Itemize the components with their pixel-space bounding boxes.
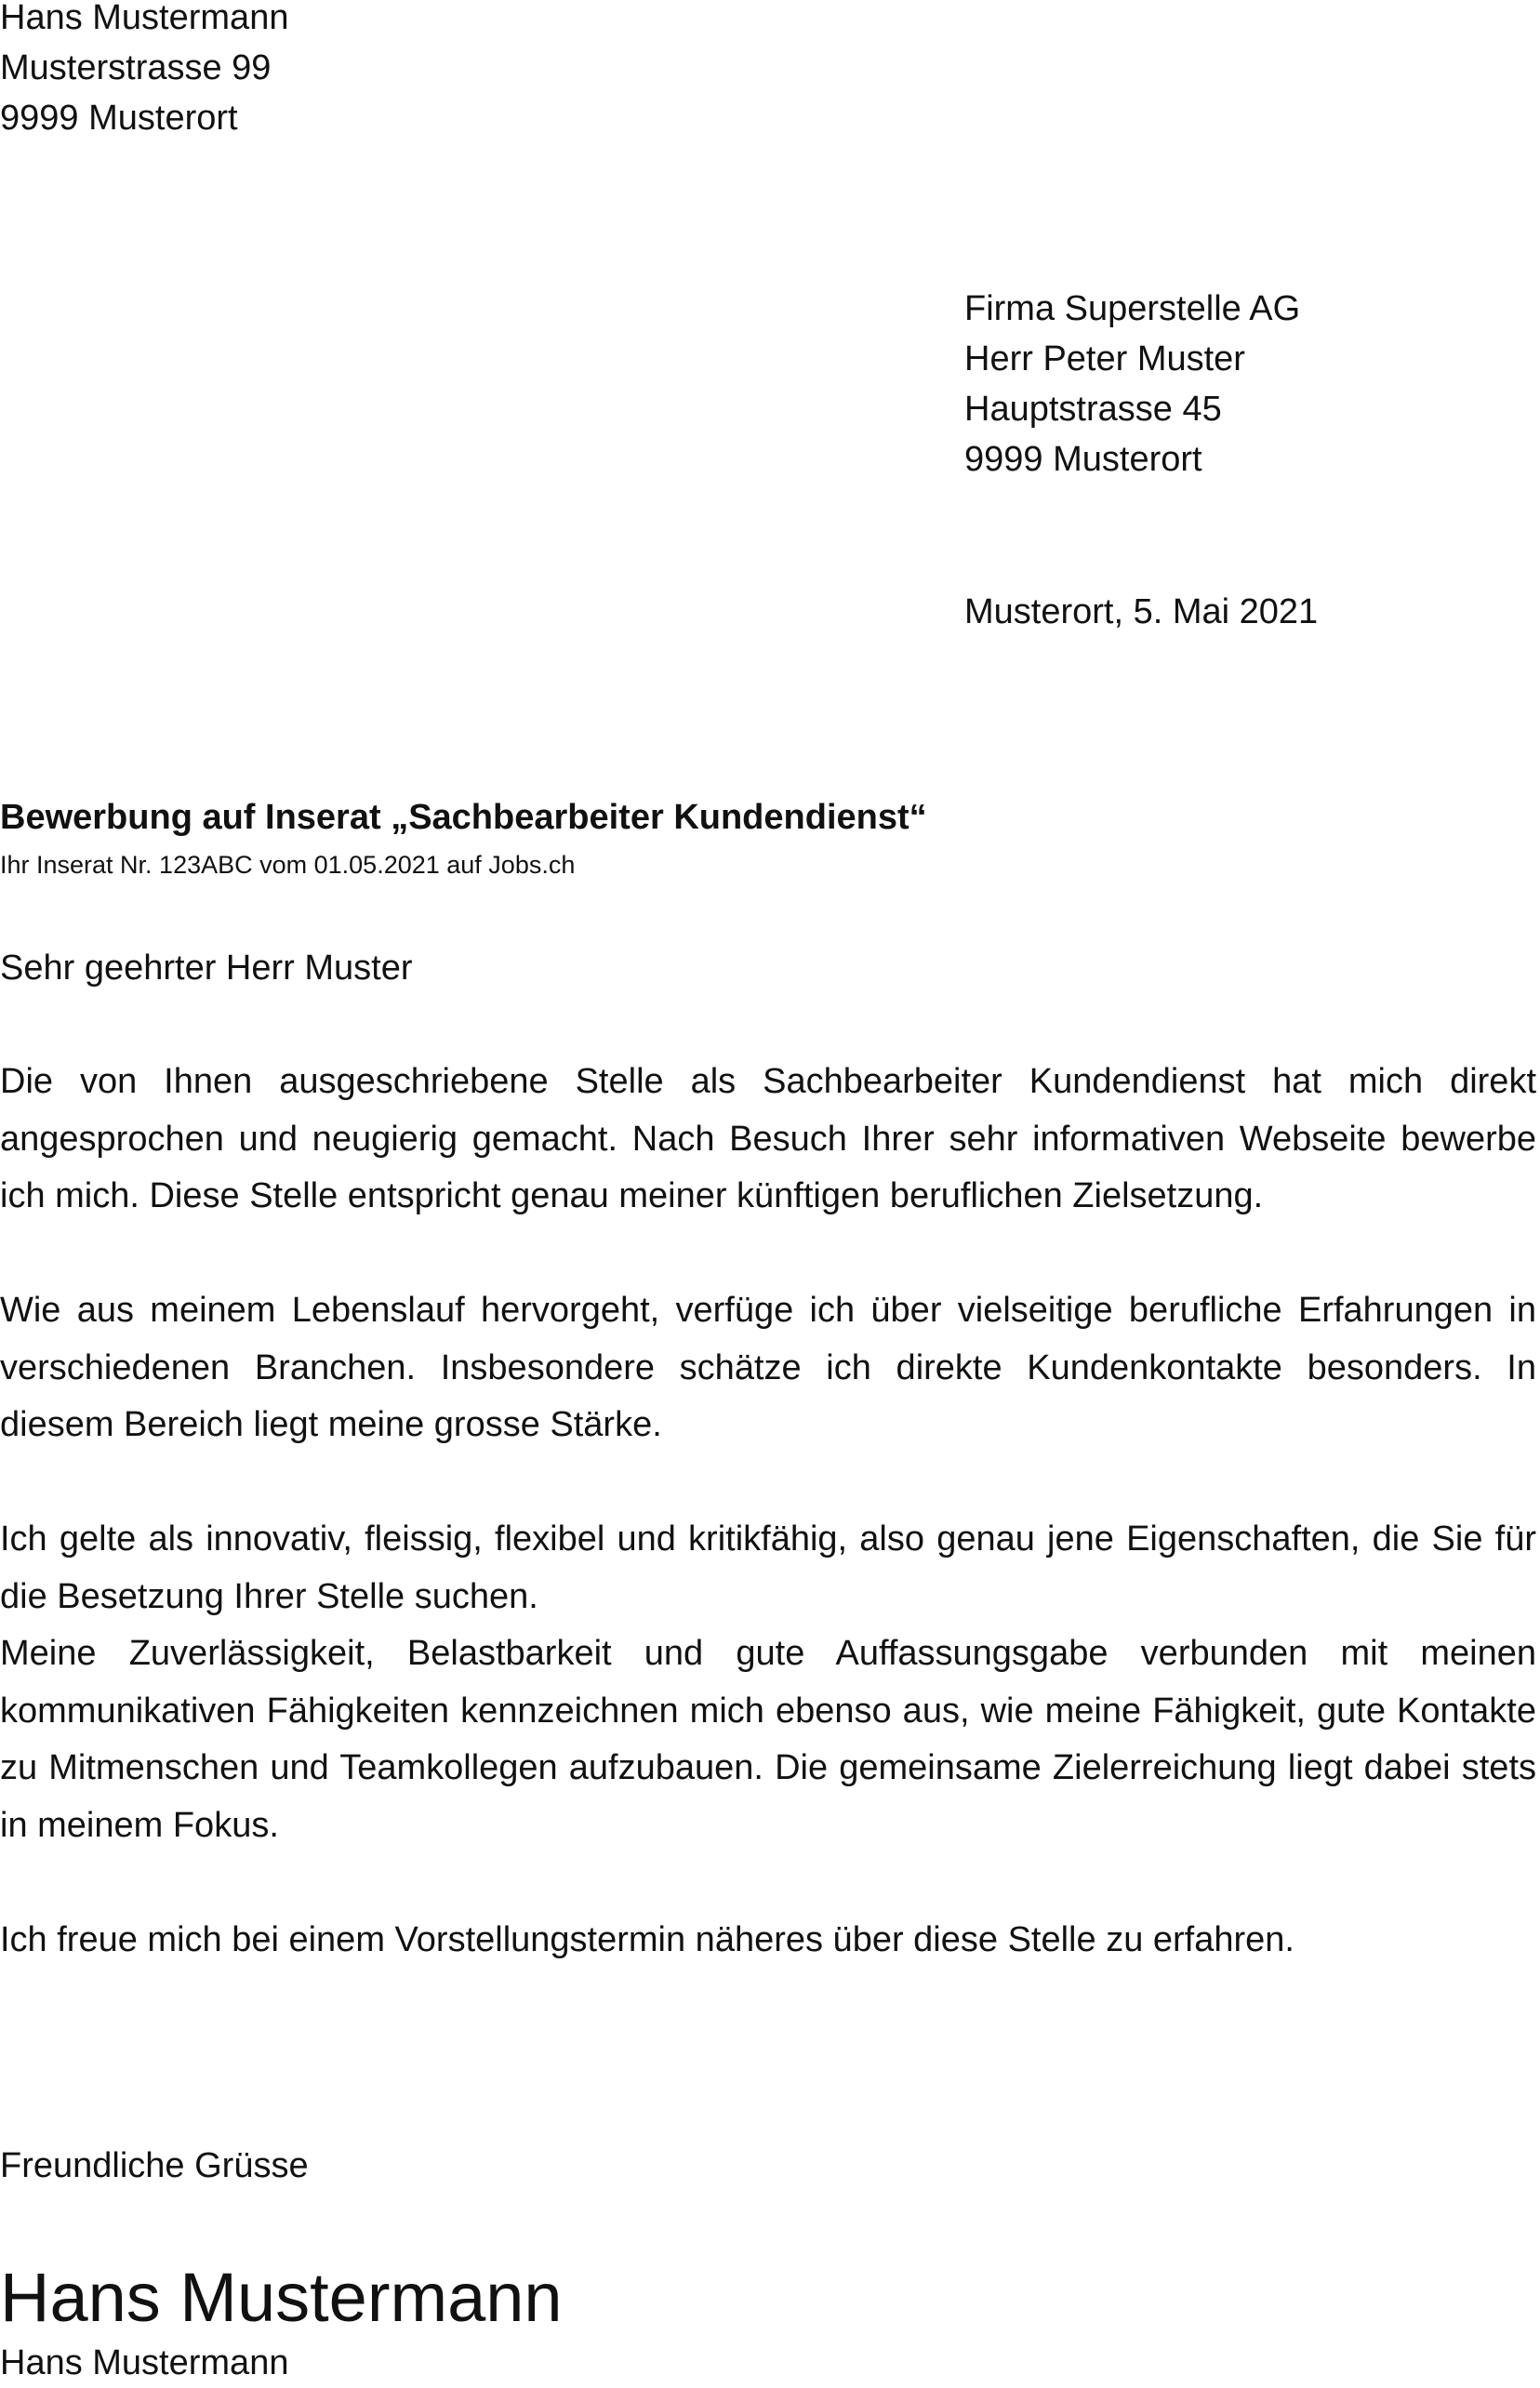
body-paragraph: Die von Ihnen ausgeschriebene Stelle als Sachbearbeiter Kundendienst hat mich direkt angesprochen und neugierig gemacht. Nach Besuch Ihrer sehr informativen Webseite bewerbe ich mich. Diese Stelle entspricht genau meiner künftigen beruflichen Zielsetzung.: [0, 1062, 1536, 1215]
recipient-city: 9999 Musterort: [964, 440, 1202, 479]
sender-address: [0, 0, 288, 143]
ad-reference: Ihr Inserat Nr. 123ABC vom 01.05.2021 auf Jobs.ch: [0, 851, 576, 879]
recipient-person: Herr Peter Muster: [964, 339, 1245, 378]
printed-name: Hans Mustermann: [0, 2343, 289, 2382]
body-paragraph: Ich gelte als innovativ, fleissig, flexibel und kritikfähig, also genau jene Eigenschaften, die Sie für die Besetzung Ihrer Stelle suchen.: [0, 1519, 1536, 1616]
salutation: Sehr geehrter Herr Muster: [0, 949, 413, 988]
recipient-street: Hauptstrasse 45: [964, 390, 1222, 429]
sender-name: Hans Mustermann: [0, 0, 289, 37]
body-paragraph: Wie aus meinem Lebenslauf hervorgeht, verfüge ich über vielseitige berufliche Erfahrungen in verschiedenen Branchen. Insbesondere schätze ich direkte Kundenkontakte besonders. In diesem Bereich liegt meine grosse Stärke.: [0, 1291, 1536, 1444]
signature: Hans Mustermann: [0, 2259, 563, 2336]
recipient-address: [964, 284, 1300, 484]
letter-date: Musterort, 5. Mai 2021: [964, 592, 1319, 631]
recipient-company: Firma Superstelle AG: [964, 289, 1301, 328]
closing-greeting: Freundliche Grüsse: [0, 2146, 309, 2185]
sender-city: 9999 Musterort: [0, 99, 238, 138]
sender-street: Musterstrasse 99: [0, 48, 272, 87]
body-paragraph: Meine Zuverlässigkeit, Belastbarkeit und gute Auffassungsgabe verbunden mit meinen kommunikativen Fähigkeiten kennzeichnen mich ebenso aus, wie meine Fähigkeit, gute Kontakte zu Mitmenschen und Teamkollegen aufzubauen. Die gemeinsame Zielerreichung liegt dabei stets in meinem Fokus.: [0, 1634, 1536, 1845]
letter-subject: Bewerbung auf Inserat „Sachbearbeiter Kundendienst“: [0, 798, 927, 837]
body-paragraph: Ich freue mich bei einem Vorstellungstermin näheres über diese Stelle zu erfahren.: [0, 1920, 1294, 1959]
